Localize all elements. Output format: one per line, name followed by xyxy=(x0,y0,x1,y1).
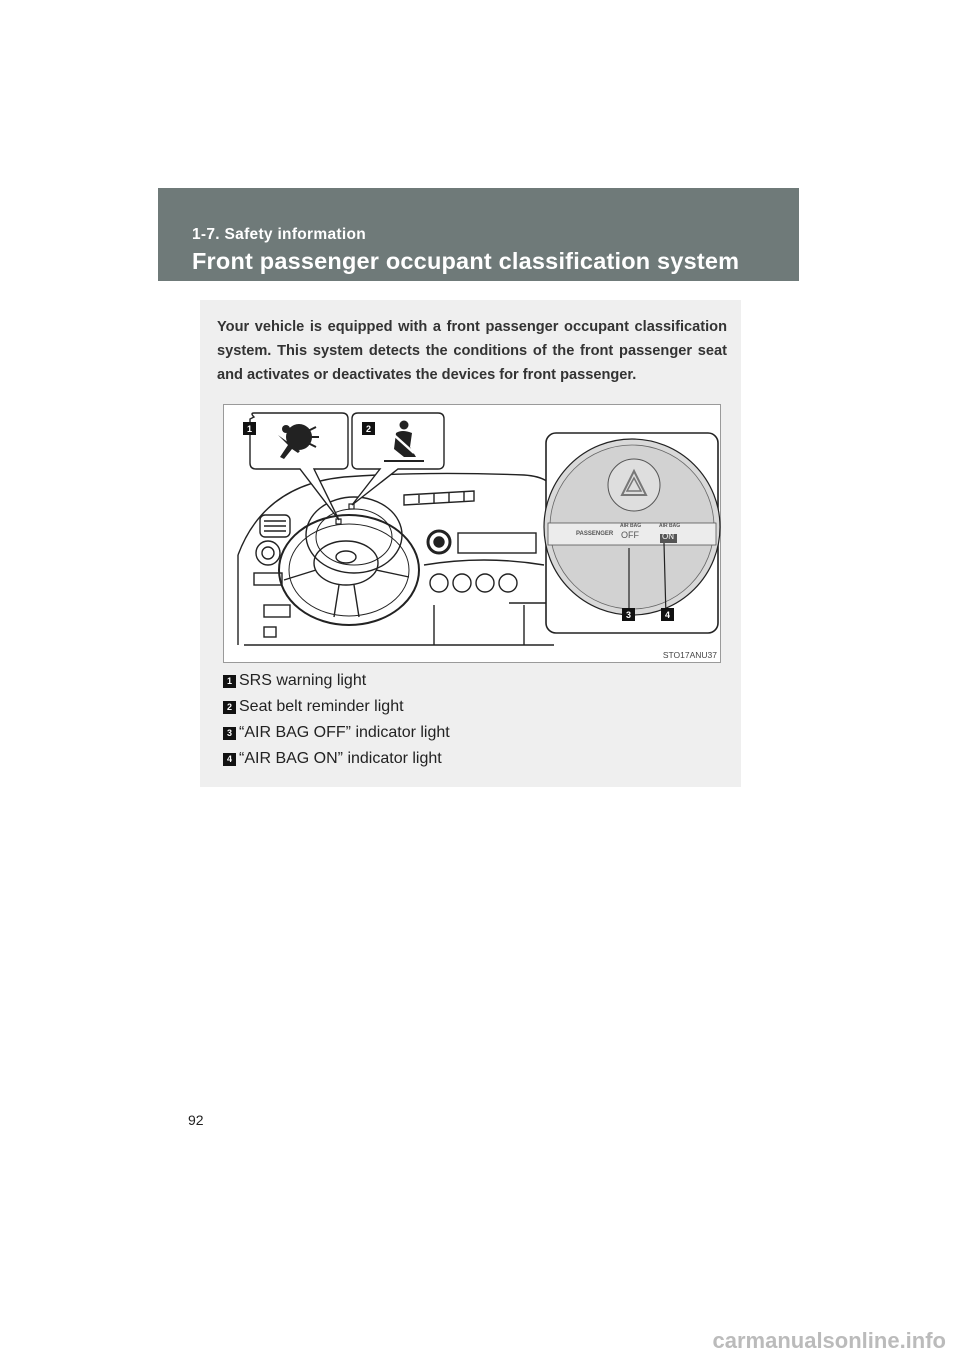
legend-item xyxy=(223,720,450,746)
legend-text: “AIR BAG ON” indicator light xyxy=(239,750,442,767)
legend-number: 4 xyxy=(223,753,236,766)
legend-item xyxy=(223,746,450,772)
dashboard-illustration xyxy=(223,404,721,663)
legend-number: 1 xyxy=(223,675,236,688)
page-title: Front passenger occupant classification system xyxy=(192,248,740,274)
legend-list xyxy=(223,668,450,772)
figure-code: STO17ANU37 xyxy=(662,650,717,660)
callout-4: 4 xyxy=(661,608,674,621)
section-label: 1-7. Safety information xyxy=(192,226,366,243)
info-panel xyxy=(200,300,741,787)
legend-number: 2 xyxy=(223,701,236,714)
airbag-off-top-label: AIR BAG xyxy=(620,523,642,529)
legend-number: 3 xyxy=(223,727,236,740)
dashboard-drawing xyxy=(224,405,722,664)
airbag-on-top-label: AIR BAG xyxy=(659,523,681,529)
callout-2: 2 xyxy=(362,422,375,435)
legend-text: Seat belt reminder light xyxy=(239,698,404,715)
airbag-on-label: ON xyxy=(662,532,674,541)
watermark-text: carmanualsonline.info xyxy=(712,1328,946,1353)
legend-text: SRS warning light xyxy=(239,672,367,689)
callout-1: 1 xyxy=(243,422,256,435)
passenger-label: PASSENGER xyxy=(576,531,614,537)
legend-item xyxy=(223,668,450,694)
chapter-header xyxy=(158,188,799,281)
page-number: 92 xyxy=(188,1112,204,1128)
callout-3: 3 xyxy=(622,608,635,621)
airbag-off-label: OFF xyxy=(621,530,639,540)
legend-text: “AIR BAG OFF” indicator light xyxy=(239,724,450,741)
intro-text: Your vehicle is equipped with a front passenger occupant classification system. This system detects the conditions of the front passenger seat and activates or deactivates the devices for front passenger. xyxy=(217,319,727,383)
legend-item xyxy=(223,694,450,720)
